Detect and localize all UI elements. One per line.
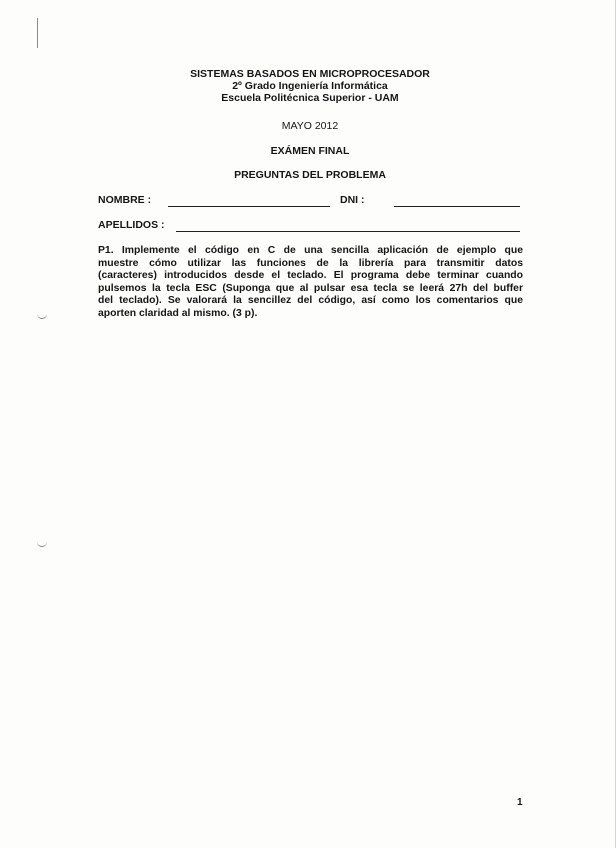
exam-type: EXÁMEN FINAL: [270, 145, 350, 157]
exam-date: MAYO 2012: [281, 120, 339, 132]
dni-label: DNI :: [340, 194, 365, 206]
question-line: (caracteres) introducidos desde el teclado. El programa debe terminar cuando: [98, 270, 523, 282]
question-line: del teclado). Se valorará la sencillez del código, así como los comentarios que: [98, 295, 523, 307]
question-line: pulsemos la tecla ESC (Suponga que al pulsar esa tecla se leerá 27h del buffer: [98, 282, 523, 294]
question-p1: [98, 245, 523, 321]
question-line: muestre cómo utilizar las funciones de la librería para transmitir datos: [98, 257, 523, 269]
name-row: [98, 194, 523, 208]
dni-field[interactable]: [394, 206, 520, 207]
nombre-label: NOMBRE :: [98, 194, 152, 206]
degree-name: 2º Grado Ingeniería Informática: [232, 80, 388, 92]
question-line: P1. Implemente el código en C de una sencilla aplicación de ejemplo que: [98, 245, 523, 256]
course-title: SISTEMAS BASADOS EN MICROPROCESADOR: [190, 68, 430, 80]
question-line: aporten claridad al mismo. (3 p).: [98, 307, 258, 319]
scan-margin-mark: [37, 18, 38, 48]
surname-row: [98, 219, 523, 233]
apellidos-field[interactable]: [176, 231, 520, 232]
binder-mark: [37, 312, 47, 319]
nombre-field[interactable]: [168, 206, 330, 207]
section-title: PREGUNTAS DEL PROBLEMA: [234, 169, 386, 181]
school-name: Escuela Politécnica Superior - UAM: [221, 92, 399, 104]
page-number: 1: [517, 797, 523, 808]
binder-mark: [37, 540, 47, 547]
apellidos-label: APELLIDOS :: [98, 219, 165, 231]
